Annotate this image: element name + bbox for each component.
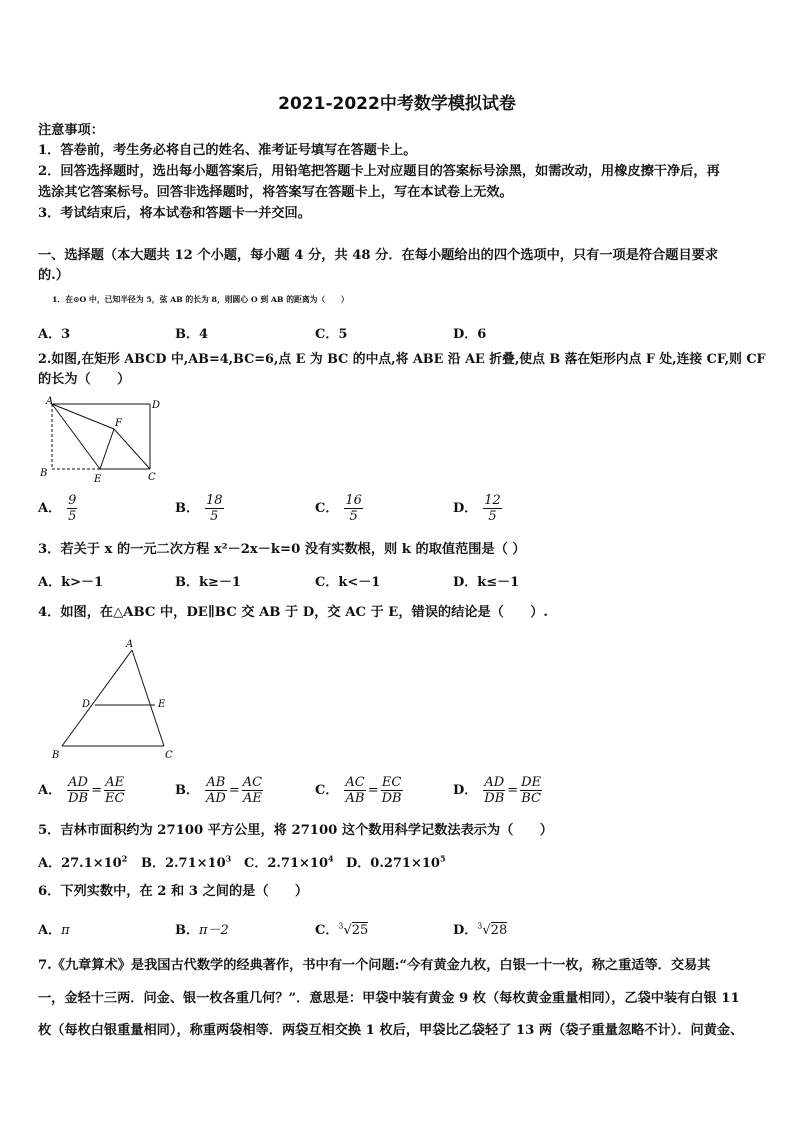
q1-option-c: C．5 xyxy=(315,327,348,342)
q3-option-a: A．k>－1 xyxy=(38,575,104,590)
q1-option-d: D．6 xyxy=(453,327,487,342)
q4-option-c: C． $\frac{AC}{AB}$ = $\frac{EC}{DB}$ xyxy=(315,775,402,806)
note-item-1: 1．答卷前，考生务必将自己的姓名、准考证号填写在答题卡上。 xyxy=(38,143,417,158)
q5-stem: 5．吉林市面积约为 27100 平方公里，将 27100 这个数用科学记数法表示为（ ） xyxy=(38,823,553,838)
label-a: A xyxy=(126,639,134,650)
fraction: $\frac{18}{5}$ xyxy=(206,493,223,524)
q7-line-1: 7.《九章算术》是我国古代数学的经典著作，书中有一个问题:“今有黄金九枚，白银一十一枚，称之重适等．交易其 xyxy=(38,958,711,973)
label-a: A xyxy=(46,396,54,407)
label-b: B xyxy=(40,468,48,479)
segment-fc xyxy=(114,429,150,469)
note-item-2: 2．回答选择题时，选出每小题答案后，用铅笔把答题卡上对应题目的答案标号涂黑，如需改动，用橡皮擦干净后，再 xyxy=(38,164,720,179)
label-b: B xyxy=(52,750,60,761)
note-item-2-cont: 选涂其它答案标号。回答非选择题时，将答案写在答题卡上，写在本试卷上无效。 xyxy=(38,185,513,200)
segment-fe xyxy=(100,429,114,469)
notes-heading: 注意事项： xyxy=(38,123,104,138)
side-ab xyxy=(62,650,132,746)
fraction: $\frac{16}{5}$ xyxy=(345,493,362,524)
q4-option-a: A． $\frac{AD}{DB}$ = $\frac{AE}{EC}$ xyxy=(38,775,125,806)
q4-stem: 4．如图，在△ABC 中，DE∥BC 交 AB 于 D，交 AC 于 E，错误的结论是（ ）. xyxy=(38,605,549,620)
q1-stem: 1．在⊙O 中，已知半径为 5，弦 AB 的长为 8，则圆心 O 到 AB 的距离为（ ） xyxy=(52,295,349,304)
label-c: C xyxy=(148,472,156,483)
label-e: E xyxy=(94,474,102,484)
q1-option-b: B．4 xyxy=(175,327,209,342)
q2-stem: 2.如图,在矩形 ABCD 中,AB=4,BC=6,点 E 为 BC 的中点,将 ABE 沿 AE 折叠,使点 B 落在矩形内点 F 处,连接 CF,则 CF xyxy=(38,352,766,367)
label-c: C xyxy=(165,750,173,761)
q3-option-c: C．k<－1 xyxy=(315,575,381,590)
q6-stem: 6．下列实数中，在 2 和 3 之间的是（ ） xyxy=(38,884,309,899)
q3-option-d: D．k≤－1 xyxy=(453,575,520,590)
label-d: D xyxy=(152,400,161,411)
q5-option-b: B．$2.71\times 10^3$ xyxy=(141,853,232,871)
q6-option-d: D．$^3$√28 xyxy=(453,921,508,938)
page-title: 2021-2022中考数学模拟试卷 xyxy=(278,94,516,114)
rectangle-fold-figure xyxy=(36,396,166,484)
q4-option-b: B． $\frac{AB}{AD}$ = $\frac{AC}{AE}$ xyxy=(175,775,263,806)
q5-option-c: C．$2.71\times 10^4$ xyxy=(244,853,334,871)
q7-line-3: 枚（每枚白银重量相同），称重两袋相等．两袋互相交换 1 枚后，甲袋比乙袋轻了 13 两（袋子重量忽略不计）．问黄金、 xyxy=(38,1023,744,1038)
triangle-figure xyxy=(48,636,188,762)
q5-option-d: D．$0.271\times 10^5$ xyxy=(346,853,446,871)
label-f: F xyxy=(115,418,122,429)
label-d: D xyxy=(82,699,91,710)
q1-option-a: A．3 xyxy=(38,327,71,342)
q2-option-c: C． $\frac{16}{5}$ xyxy=(315,493,362,524)
section-heading-cont: 的.） xyxy=(38,268,69,283)
section-heading: 一、选择题（本大题共 12 个小题，每小题 4 分，共 48 分．在每小题给出的四个选项中，只有一项是符合题目要求 xyxy=(38,248,719,263)
q7-line-2: 一，金轻十三两．问金、银一枚各重几何？”．意思是：甲袋中装有黄金 9 枚（每枚黄金重量相同），乙袋中装有白银 11 xyxy=(38,991,740,1006)
label-e: E xyxy=(158,699,166,710)
q2-option-b: B． $\frac{18}{5}$ xyxy=(175,493,223,524)
q6-option-b: B．π－2 xyxy=(175,923,229,938)
q6-option-c: C．$^3$√25 xyxy=(315,921,369,938)
q3-option-b: B．k≥－1 xyxy=(175,575,241,590)
q2-stem-cont: 的长为（ ） xyxy=(38,372,131,387)
note-item-3: 3．考试结束后，将本试卷和答题卡一并交回。 xyxy=(38,206,311,221)
q2-option-a: A． $\frac{9}{5}$ xyxy=(38,493,77,524)
side-ac xyxy=(132,650,164,746)
q5-option-a: A．$27.1\times 10^2$ xyxy=(38,853,128,871)
fraction: $\frac{9}{5}$ xyxy=(68,493,77,524)
fraction: $\frac{12}{5}$ xyxy=(484,493,501,524)
q6-option-a: A．π xyxy=(38,923,70,938)
q2-option-d: D． $\frac{12}{5}$ xyxy=(453,493,501,524)
q3-stem: 3．若关于 x 的一元二次方程 x²－2x－k=0 没有实数根，则 k 的取值范围是（ ） xyxy=(38,542,526,557)
q4-option-d: D． $\frac{AD}{DB}$ = $\frac{DE}{BC}$ xyxy=(453,775,542,806)
